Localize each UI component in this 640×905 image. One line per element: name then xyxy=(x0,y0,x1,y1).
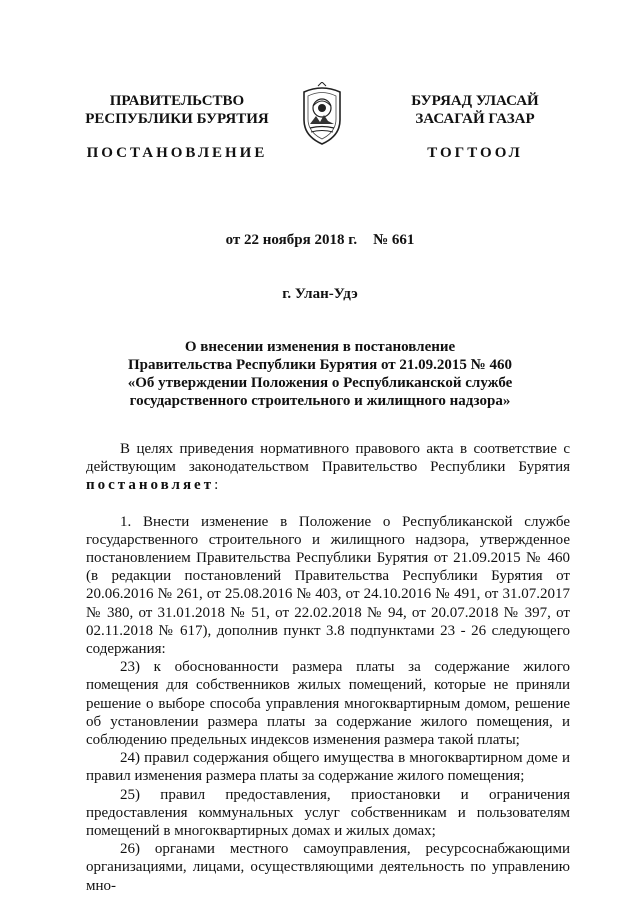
decree-colon: : xyxy=(214,477,219,494)
title-line-4: государственного строительного и жилищного надзора» xyxy=(129,393,511,409)
org-name-bur-line-2: ЗАСАГАЙ ГАЗАР xyxy=(415,111,535,127)
subitem-23: 23) к обоснованности размера платы за содержание жилого помещения для собственников жилых помещений, которые не приняли решение о выборе способа управления многоквартирным домом, решение об установлении размера платы за содержание жилого помещения, и соблюдению предельных индексов изменения размера такой платы; xyxy=(86,659,570,749)
title-line-1: О внесении изменения в постановление xyxy=(184,339,456,355)
doc-body xyxy=(86,440,570,895)
date-line xyxy=(0,232,640,249)
org-name-line-1: ПРАВИТЕЛЬСТВО xyxy=(109,93,245,109)
doc-date: от 22 ноября 2018 г. xyxy=(225,232,358,248)
decree-word: постановляет xyxy=(86,477,215,494)
org-name-line-2: РЕСПУБЛИКИ БУРЯТИЯ xyxy=(85,111,269,127)
subitem-25: 25) правил предоставления, приостановки и ограничения предоставления коммунальных услуг собственникам и пользователям помещений в многоквартирных домах и жилых домах; xyxy=(86,786,570,840)
intro-text: В целях приведения нормативного правового акта в соответствие с действующим законодательством Правительство Республики Бурятия xyxy=(86,441,570,476)
subitem-24: 24) правил содержания общего имущества в многоквартирном доме и правил изменения размера платы за содержание жилого помещения; xyxy=(86,750,570,785)
doc-number: № 661 xyxy=(373,232,415,248)
intro-paragraph xyxy=(86,440,570,495)
title-line-3: «Об утверждении Положения о Республиканской службе xyxy=(127,375,513,391)
org-name-bur-line-1: БУРЯАД УЛАСАЙ xyxy=(411,93,539,109)
subitem-26: 26) органами местного самоуправления, ресурсоснабжающими организациями, лицами, осуществляющими деятельность по управлению мно- xyxy=(86,841,570,894)
coat-of-arms-icon xyxy=(298,82,346,146)
doc-title xyxy=(0,338,640,410)
header-right xyxy=(370,92,580,162)
doc-type-bur: ТОГТООЛ xyxy=(427,145,523,161)
paragraph-1: 1. Внести изменение в Положение о Республиканской службе государственного строительного и жилищного надзора, утвержденное постановлением Правительства Республики Бурятия от 21.09.2015 № 460 (в редакции постановлений Правительства Республики Бурятия от 20.06.2016 № 261, от 25.08.2016 № 403, от 24.10.2016 № 491, от 31.07.2017 № 380, от 31.01.2018 № 51, от 22.02.2018 № 94, от 20.07.2018 № 397, от 02.11.2018 № 617), дополнив пункт 3.8 подпунктами 23 - 26 следующего содержания: xyxy=(86,513,570,658)
doc-type: ПОСТАНОВЛЕНИЕ xyxy=(86,145,268,161)
city: г. Улан-Удэ xyxy=(282,286,358,302)
title-line-2: Правительства Республики Бурятия от 21.09.2015 № 460 xyxy=(127,357,512,373)
header-left xyxy=(72,92,282,162)
